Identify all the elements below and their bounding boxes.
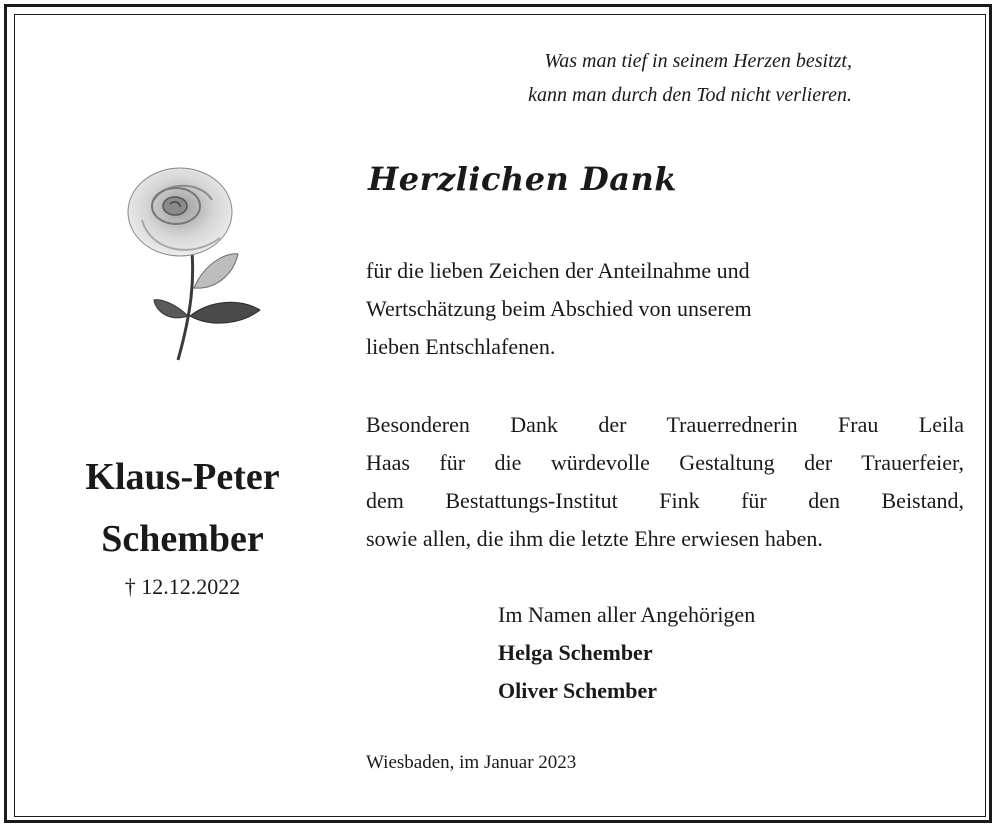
quote-line-1: Was man tief in seinem Herzen besitzt, [544,50,852,72]
deceased-last-name: Schember [101,518,264,560]
thanks-paragraph-2 [366,406,964,558]
death-date: † 12.12.2022 [124,574,241,599]
signature-name-oliver: Oliver Schember [498,678,658,703]
thanks-paragraph-1 [366,252,886,366]
deceased-first-name: Klaus-Peter [85,456,280,498]
paragraph-1-line: Wertschätzung beim Abschied von unserem [366,296,752,321]
heading-herzlichen-dank: Herzlichen Dank [368,160,677,198]
signature-intro: Im Namen aller Angehörigen [498,602,756,627]
paragraph-1-line: lieben Entschlafenen. [366,334,556,359]
signature-block [498,596,755,710]
paragraph-2-line: sowie allen, die ihm die letzte Ehre erwiesen haben. [366,526,823,551]
paragraph-2-line: dem Bestattungs-Institut Fink für den Beistand, [366,488,964,513]
opening-quote [392,44,852,112]
paragraph-1-line: für die lieben Zeichen der Anteilnahme und [366,258,750,283]
quote-line-2: kann man durch den Tod nicht verlieren. [528,84,852,106]
paragraph-2-line: Besonderen Dank der Trauerrednerin Frau Leila [366,412,964,437]
paragraph-2-line: Haas für die würdevolle Gestaltung der Trauerfeier, [366,450,964,475]
place-date: Wiesbaden, im Januar 2023 [366,752,577,773]
rose-icon [120,160,270,370]
signature-name-helga: Helga Schember [498,640,653,665]
